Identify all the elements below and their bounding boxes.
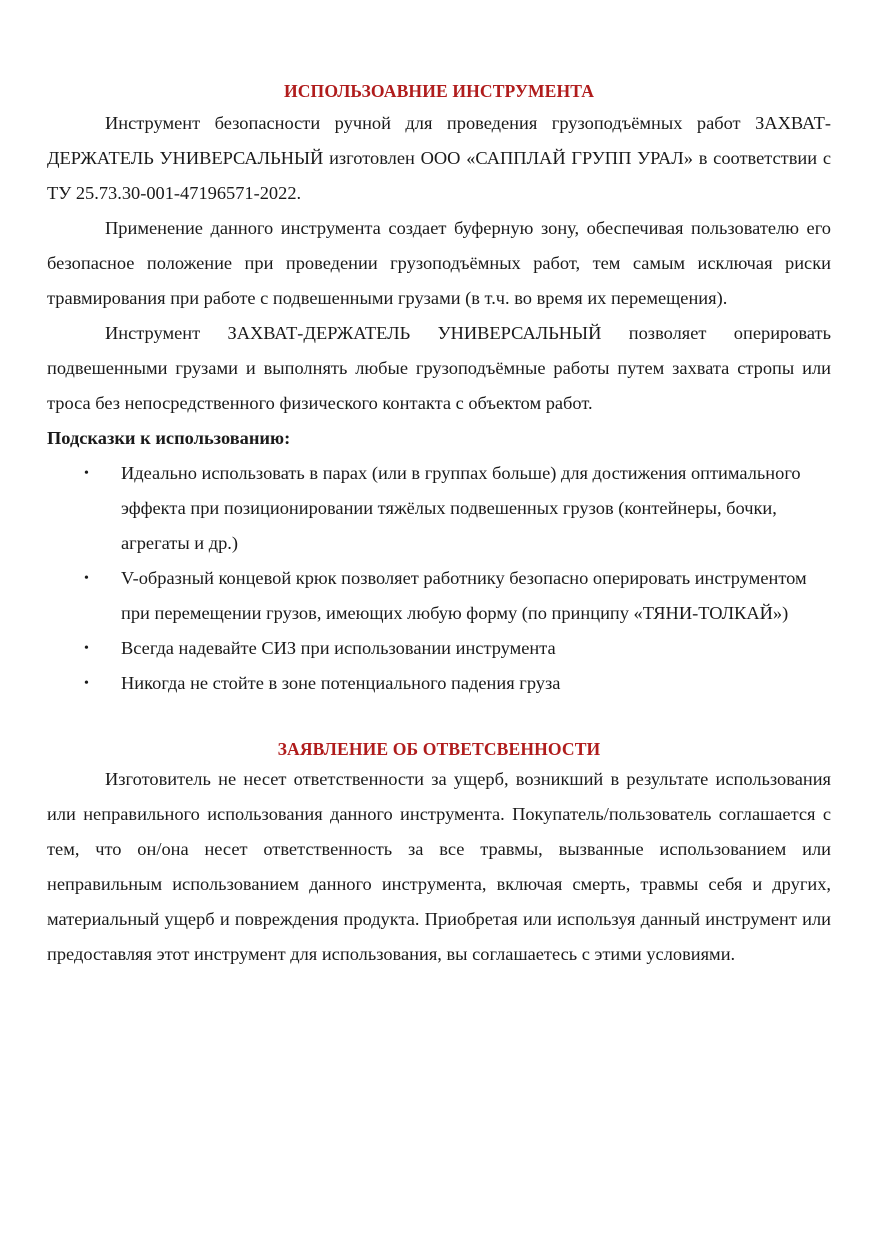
bullet-icon: •	[84, 571, 89, 586]
tip-item	[47, 456, 831, 561]
section-title-usage: ИСПОЛЬЗОАВНИЕ ИНСТРУМЕНТА	[283, 81, 595, 101]
tip-text: V-образный концевой крюк позволяет работнику безопасно оперировать инструментом при перемещении грузов, имеющих любую форму (по принципу «ТЯНИ-ТОЛКАЙ»)	[121, 568, 807, 623]
usage-paragraph-2: Применение данного инструмента создает буферную зону, обеспечивая пользователю его безопасное положение при проведении грузоподъёмных работ, тем самым исключая риски травмирования при работе с подвешенными грузами (в т.ч. во время их перемещения).	[47, 218, 831, 308]
tip-item	[47, 561, 831, 631]
tip-item	[47, 666, 831, 701]
tip-text: Всегда надевайте СИЗ при использовании инструмента	[121, 638, 556, 658]
tip-item	[47, 631, 831, 666]
usage-paragraph-1: Инструмент безопасности ручной для проведения грузоподъёмных работ ЗАХВАТ-ДЕРЖАТЕЛЬ УНИВЕРСАЛЬНЫЙ изготовлен ООО «САППЛАЙ ГРУПП УРАЛ» в соответствии с ТУ 25.73.30-001-47196571-2022.	[47, 113, 831, 203]
bullet-icon: •	[84, 466, 89, 481]
usage-paragraph-3: Инструмент ЗАХВАТ-ДЕРЖАТЕЛЬ УНИВЕРСАЛЬНЫЙ позволяет оперировать подвешенными грузами и выполнять любые грузоподъёмные работы путем захвата стропы или троса без непосредственного физического контакта с объектом работ.	[47, 323, 831, 413]
disclaimer-paragraph: Изготовитель не несет ответственности за ущерб, возникший в результате использования или неправильного использования данного инструмента. Покупатель/пользователь соглашается с тем, что он/она несет ответственность за все травмы, вызванные использованием или неправильным использованием данного инструмента, включая смерть, травмы себя и других, материальный ущерб и повреждения продукта. Приобретая или используя данный инструмент или предоставляя этот инструмент для использования, вы соглашаетесь с этими условиями.	[47, 769, 831, 964]
tips-list	[47, 456, 831, 701]
document-page	[47, 78, 831, 972]
tip-text: Идеально использовать в парах (или в группах больше) для достижения оптимального эффекта при позиционировании тяжёлых подвешенных грузов (контейнеры, бочки, агрегаты и др.)	[121, 463, 801, 553]
bullet-icon: •	[84, 641, 89, 656]
bullet-icon: •	[84, 676, 89, 691]
section-title-disclaimer: ЗАЯВЛЕНИЕ ОБ ОТВЕТСВЕННОСТИ	[277, 739, 601, 759]
tip-text: Никогда не стойте в зоне потенциального падения груза	[121, 673, 561, 693]
section-spacer	[47, 701, 831, 736]
tips-heading: Подсказки к использованию:	[47, 428, 291, 448]
